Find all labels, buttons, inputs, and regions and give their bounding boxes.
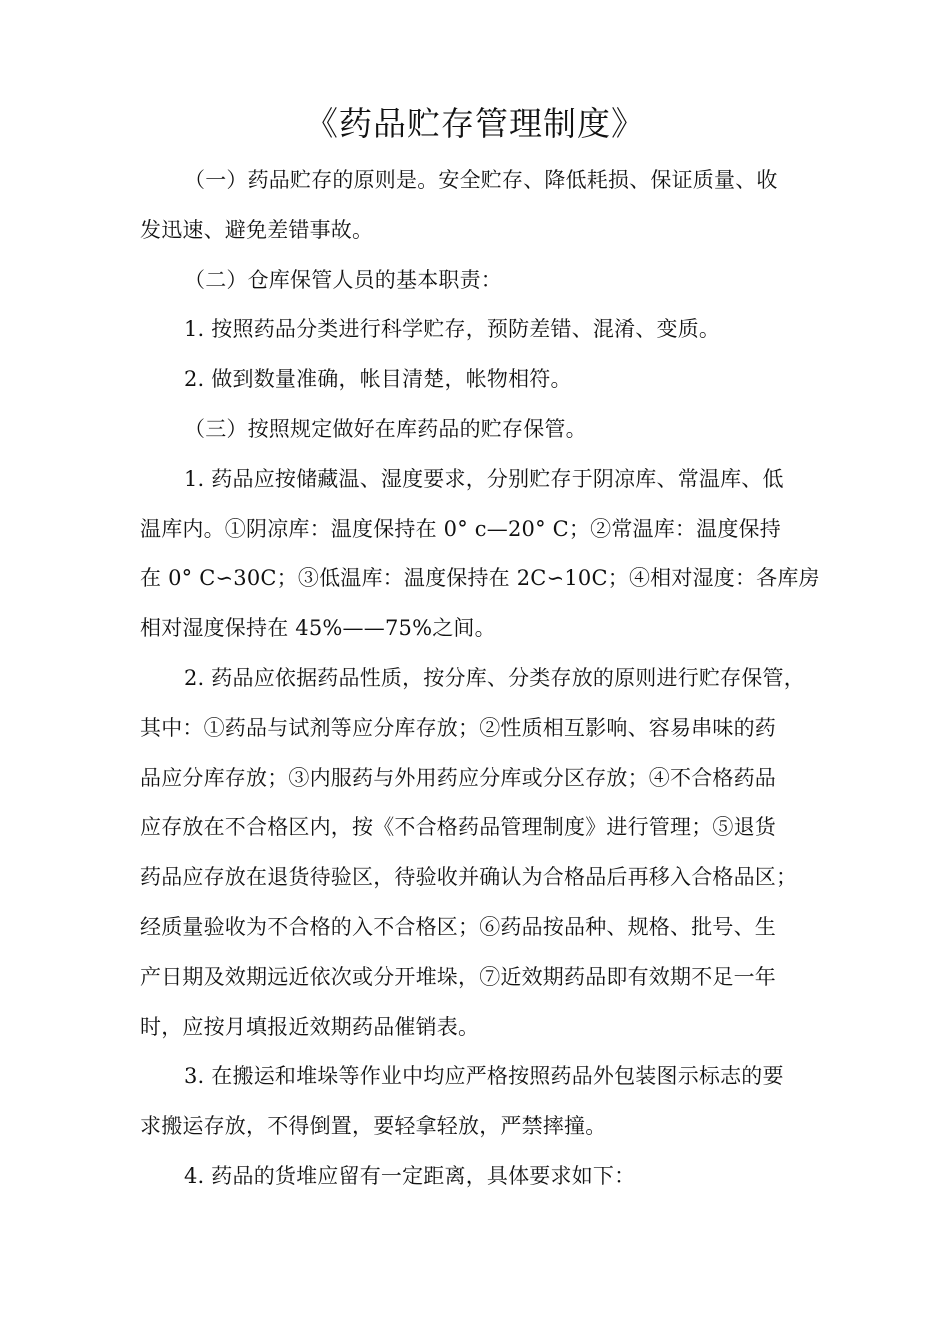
text-line: 发迅速、避免差错事故。 — [140, 217, 374, 242]
text-line: 应存放在不合格区内，按《不合格药品管理制度》进行管理；⑤退货 — [140, 815, 776, 840]
document-title: 《药品贮存管理制度》 — [305, 104, 645, 143]
text-line: （二）仓库保管人员的基本职责： — [184, 267, 502, 292]
text-line: 2. 药品应依据药品性质，按分库、分类存放的原则进行贮存保管， — [184, 665, 805, 690]
text-line: 药品应存放在退货待验区，待验收并确认为合格品后再移入合格品区； — [140, 865, 798, 890]
text-line: （一）药品贮存的原则是。安全贮存、降低耗损、保证质量、收 — [184, 168, 778, 192]
text-line: 4. 药品的货堆应留有一定距离，具体要求如下： — [184, 1163, 636, 1188]
text-line: 温库内。①阴凉库：温度保持在 0° c—20° C；②常温库：温度保持 — [140, 516, 781, 541]
text-line: 时，应按月填报近效期药品催销表。 — [140, 1014, 480, 1039]
text-line: 1. 按照药品分类进行科学贮存，预防差错、混淆、变质。 — [184, 317, 721, 342]
document-body — [140, 156, 822, 1202]
text-line: 3. 在搬运和堆垛等作业中均应严格按照药品外包装图示标志的要 — [184, 1064, 784, 1089]
text-line: 1. 药品应按储藏温、湿度要求，分别贮存于阴凉库、常温库、低 — [184, 466, 784, 491]
text-line: 求搬运存放，不得倒置，要轻拿轻放，严禁摔撞。 — [140, 1114, 607, 1139]
text-line: 其中：①药品与试剂等应分库存放；②性质相互影响、容易串味的药 — [140, 715, 776, 740]
text-line: 产日期及效期远近依次或分开堆垛，⑦近效期药品即有效期不足一年 — [140, 964, 776, 989]
text-line: （三）按照规定做好在库药品的贮存保管。 — [184, 416, 587, 441]
text-line: 在 0° C∽30C；③低温库：温度保持在 2C∽10C；④相对湿度：各库房 — [140, 566, 820, 591]
text-line: 相对湿度保持在 45%——75%之间。 — [140, 616, 496, 641]
text-line: 2. 做到数量准确，帐目清楚，帐物相符。 — [184, 367, 572, 392]
text-line: 品应分库存放；③内服药与外用药应分库或分区存放；④不合格药品 — [140, 765, 776, 790]
text-line: 经质量验收为不合格的入不合格区；⑥药品按品种、规格、批号、生 — [140, 914, 776, 939]
